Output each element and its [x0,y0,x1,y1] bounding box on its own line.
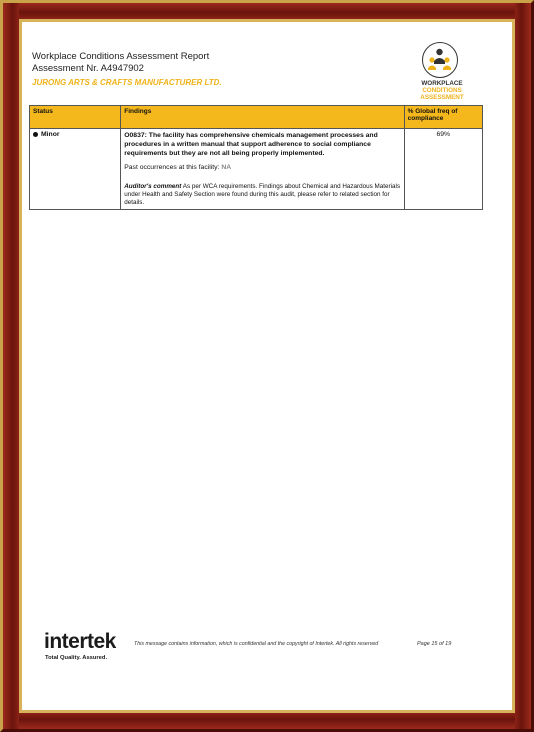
workers-icon [422,42,458,78]
brand-name: intertek [44,630,116,653]
page-number: Page 15 of 19 [417,641,452,647]
findings-cell [121,129,404,210]
comment-text: As per WCA requirements. Findings about Chemical and Hazardous Materials under Health and Safety Section were found during this audit, please refer to related section for details. [124,183,401,206]
auditor-comment [124,183,400,207]
past-value: NA [221,164,232,171]
brand-tagline: Total Quality. Assured. [45,655,108,661]
pct-cell: 69% [404,129,482,210]
status-dot-icon [33,132,38,137]
comment-label: Auditor's comment [124,183,182,190]
logo-line-2: CONDITIONS [422,87,462,94]
intertek-logo [44,630,116,654]
table-row [30,129,483,210]
table-header-row [30,106,483,129]
confidential-message: This message contains information, which is confidential and the copyright of Intertek. All rights reserved [134,641,379,647]
company-name: JURONG ARTS & CRAFTS MANUFACTURER LTD. [32,78,222,87]
past-label: Past occurrences at this facility: [124,164,220,171]
header-findings: Findings [121,106,404,129]
past-occurrences [124,163,400,172]
findings-table [29,105,483,210]
status-cell [30,129,121,210]
finding-text: O0837: The facility has comprehensive chemicals management processes and procedures in a written manual that support adherence to social compliance requirements but they are not all being properly implemented. [124,132,378,157]
status-label: Minor [41,131,60,138]
assessment-number: Assessment Nr. A4947902 [32,63,144,74]
wca-logo [413,42,471,106]
report-title: Workplace Conditions Assessment Report [32,51,210,62]
logo-line-1: WORKPLACE [421,80,463,87]
logo-line-3: ASSESSMENT [420,94,464,101]
header-status: Status [30,106,121,129]
header-global-freq: % Global freq of compliance [404,106,482,129]
